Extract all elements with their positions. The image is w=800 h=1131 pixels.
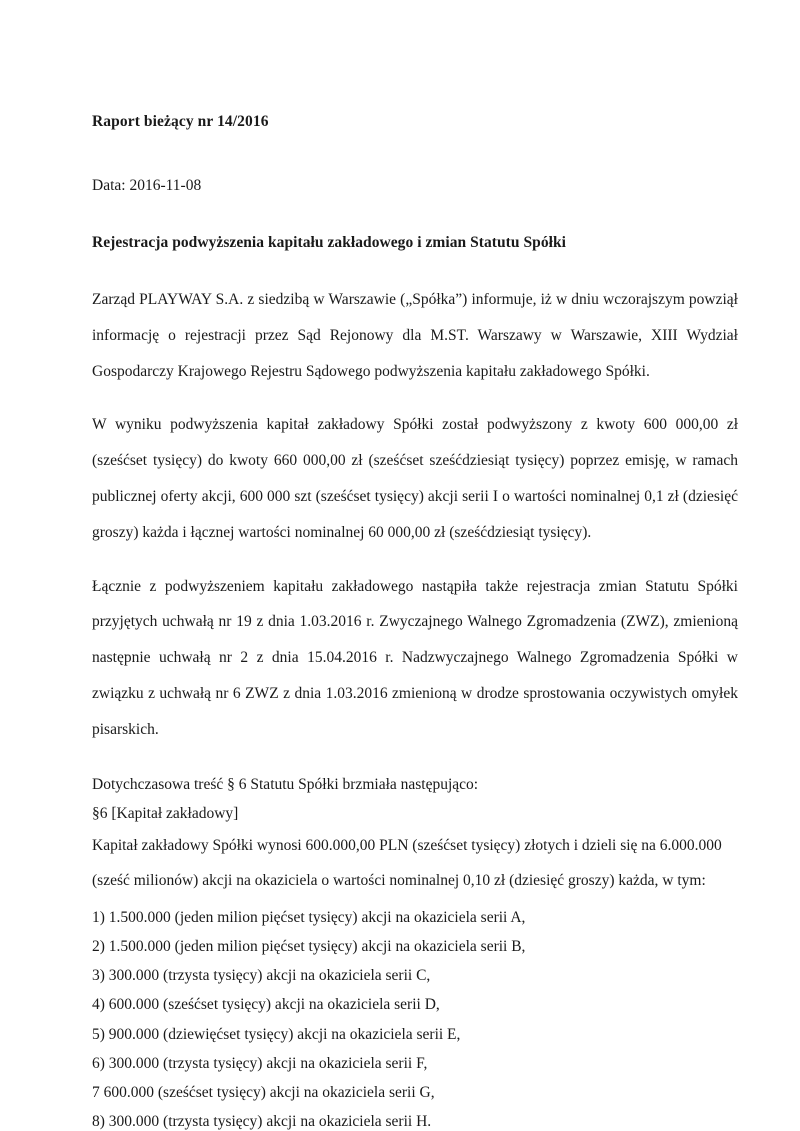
statute-intro: Dotychczasowa treść § 6 Statutu Spółki brzmiała następująco: xyxy=(92,775,479,793)
report-date: Data: 2016-11-08 xyxy=(92,177,202,194)
list-item: 8) 300.000 (trzysta tysięcy) akcji na okaziciela serii H. xyxy=(92,1113,432,1131)
body-paragraph-1: Zarząd PLAYWAY S.A. z siedzibą w Warszawie („Spółka”) informuje, iż w dniu wczorajszym powziął informację o rejestracji przez Sąd Rejonowy dla M.ST. Warszawy w Warszawie, XIII Wydział Gospodarczy Krajowego Rejestru Sądowego podwyższenia kapitału zakładowego Spółki. xyxy=(92,291,738,380)
body-paragraph-3: Łącznie z podwyższeniem kapitału zakładowego nastąpiła także rejestracja zmian Statutu Spółki przyjętych uchwałą nr 19 z dnia 1.03.2016 r. Zwyczajnego Walnego Zgromadzenia (ZWZ), zmienioną następnie uchwałą nr 2 z dnia 15.04.2016 r. Nadzwyczajnego Walnego Zgromadzenia Spółki w związku z uchwałą nr 6 ZWZ z dnia 1.03.2016 zmienioną w drodze sprostowania oczywistych omyłek pisarskich. xyxy=(92,577,738,738)
document-content xyxy=(92,112,738,1131)
statute-section-heading: §6 [Kapitał zakładowy] xyxy=(92,804,239,822)
list-item: 7 600.000 (sześćset tysięcy) akcji na okaziciela serii G, xyxy=(92,1084,435,1101)
statute-section xyxy=(92,770,738,1131)
list-item: 1) 1.500.000 (jeden milion pięćset tysięcy) akcji na okaziciela serii A, xyxy=(92,908,526,926)
report-subject-title: Rejestracja podwyższenia kapitału zakładowego i zmian Statutu Spółki xyxy=(92,234,567,251)
statute-body-text: Kapitał zakładowy Spółki wynosi 600.000,00 PLN (sześćset tysięcy) złotych i dzieli się na 6.000.000 (sześć milionów) akcji na okaziciela o wartości nominalnej 0,10 zł (dziesięć groszy) każda, w tym: xyxy=(92,836,722,890)
list-item: 4) 600.000 (sześćset tysięcy) akcji na okaziciela serii D, xyxy=(92,996,440,1014)
body-paragraph-2: W wyniku podwyższenia kapitał zakładowy Spółki został podwyższony z kwoty 600 000,00 zł (sześćset tysięcy) do kwoty 660 000,00 zł (sześćset sześćdziesiąt tysięcy) poprzez emisję, w ramach publicznej oferty akcji, 600 000 szt (sześćset tysięcy) akcji serii I o wartości nominalnej 0,1 zł (dziesięć groszy) każda i łącznej wartości nominalnej 60 000,00 zł (sześćdziesiąt tysięcy). xyxy=(92,416,738,541)
report-title: Raport bieżący nr 14/2016 xyxy=(92,113,269,130)
list-item: 5) 900.000 (dziewięćset tysięcy) akcji na okaziciela serii E, xyxy=(92,1025,461,1043)
list-item: 3) 300.000 (trzysta tysięcy) akcji na okaziciela serii C, xyxy=(92,967,431,985)
list-item: 2) 1.500.000 (jeden milion pięćset tysięcy) akcji na okaziciela serii B, xyxy=(92,937,526,955)
list-item: 6) 300.000 (trzysta tysięcy) akcji na okaziciela serii F, xyxy=(92,1054,428,1072)
share-series-list xyxy=(92,903,738,1131)
